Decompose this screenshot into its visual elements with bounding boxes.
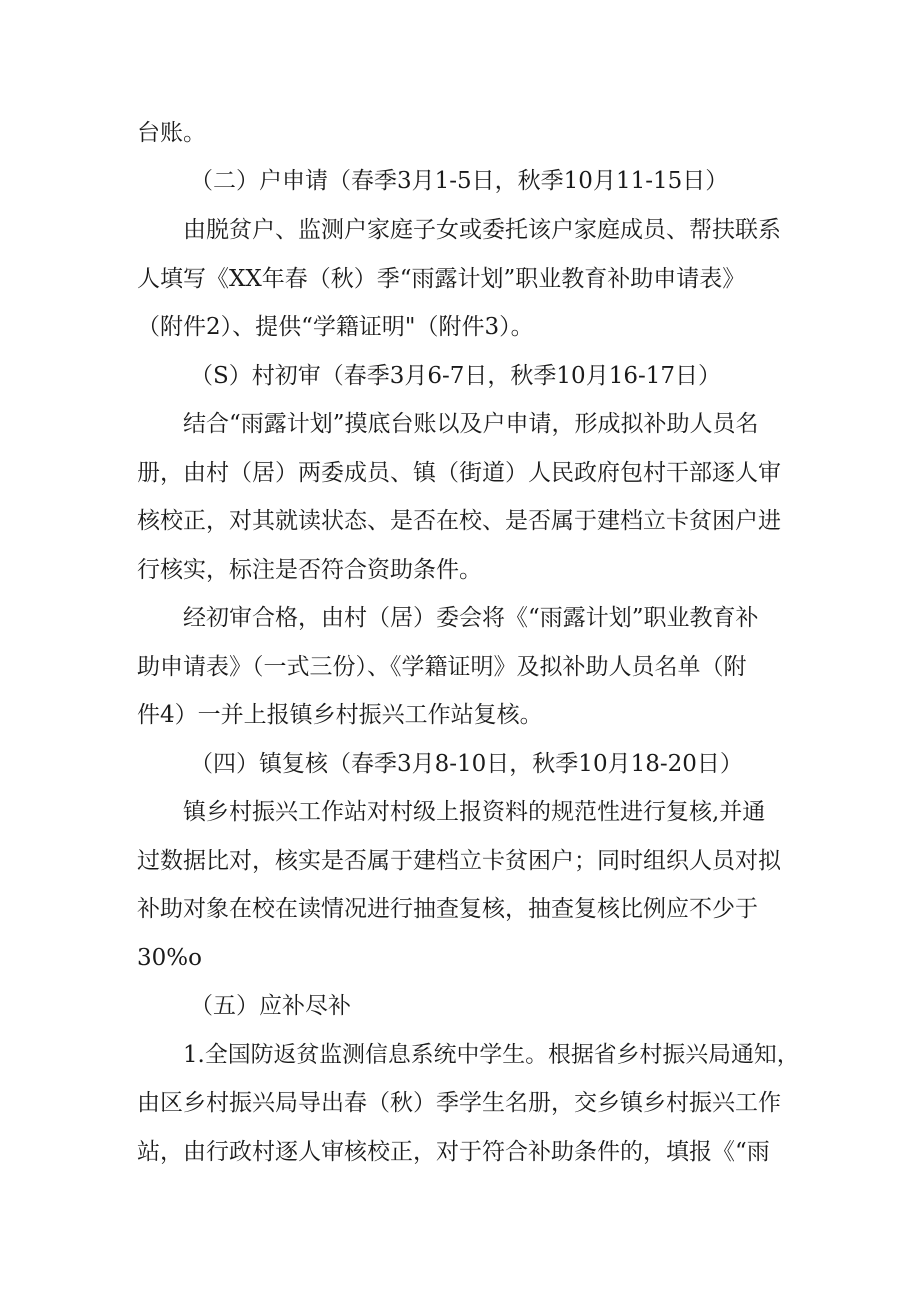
section-heading: （四）镇复核（春季3月8-10日，秋季10月18-20日） [190, 751, 743, 777]
text-line: 30%o [137, 945, 202, 971]
text-line: 册，由村（居）两委成员、镇（街道）人民政府包村干部逐人审 [137, 460, 781, 486]
text-line: 经初审合格，由村（居）委会将《“雨露计划”职业教育补 [183, 605, 759, 631]
text-line: 镇乡村振兴工作站对村级上报资料的规范性进行复核,并通 [183, 799, 766, 825]
text-line: 过数据比对，核实是否属于建档立卡贫困户；同时组织人员对拟 [137, 848, 781, 874]
section-heading: （二）户申请（春季3月1-5日，秋季10月11-15日） [190, 168, 729, 194]
text-line: 补助对象在校在读情况进行抽查复核，抽查复核比例应不少于 [137, 896, 758, 922]
section-heading: （S）村初审（春季3月6-7日，秋季10月16-17日） [190, 363, 721, 389]
section-heading: （五）应补尽补 [190, 993, 351, 1019]
text-line: 助申请表》（一式三份）、《学籍证明》及拟补助人员名单（附 [137, 654, 747, 680]
text-line: 站，由行政村逐人审核校正，对于符合补助条件的，填报《“雨 [137, 1139, 770, 1165]
text-line: 台账。 [137, 120, 206, 146]
text-line: 由脱贫户、监测户家庭子女或委托该户家庭成员、帮扶联系 [183, 217, 781, 243]
text-line: 件4）一并上报镇乡村振兴工作站复核。 [137, 702, 543, 728]
text-line: 核校正，对其就读状态、是否在校、是否属于建档立卡贫困户进 [137, 508, 781, 534]
text-line: 1.全国防返贫监测信息系统中学生。根据省乡村振兴局通知， [183, 1042, 800, 1068]
text-line: 结合“雨露计划”摸底台账以及户申请，形成拟补助人员名 [183, 411, 759, 437]
text-line: 由区乡村振兴局导出春（秋）季学生名册，交乡镇乡村振兴工作 [137, 1090, 781, 1116]
text-line: 人填写《XX年春（秋）季“雨露计划”职业教育补助申请表》 [137, 266, 746, 292]
text-line: 行核实，标注是否符合资助条件。 [137, 557, 482, 583]
text-line: （附件2）、提供“学籍证明"（附件3）。 [137, 314, 534, 340]
